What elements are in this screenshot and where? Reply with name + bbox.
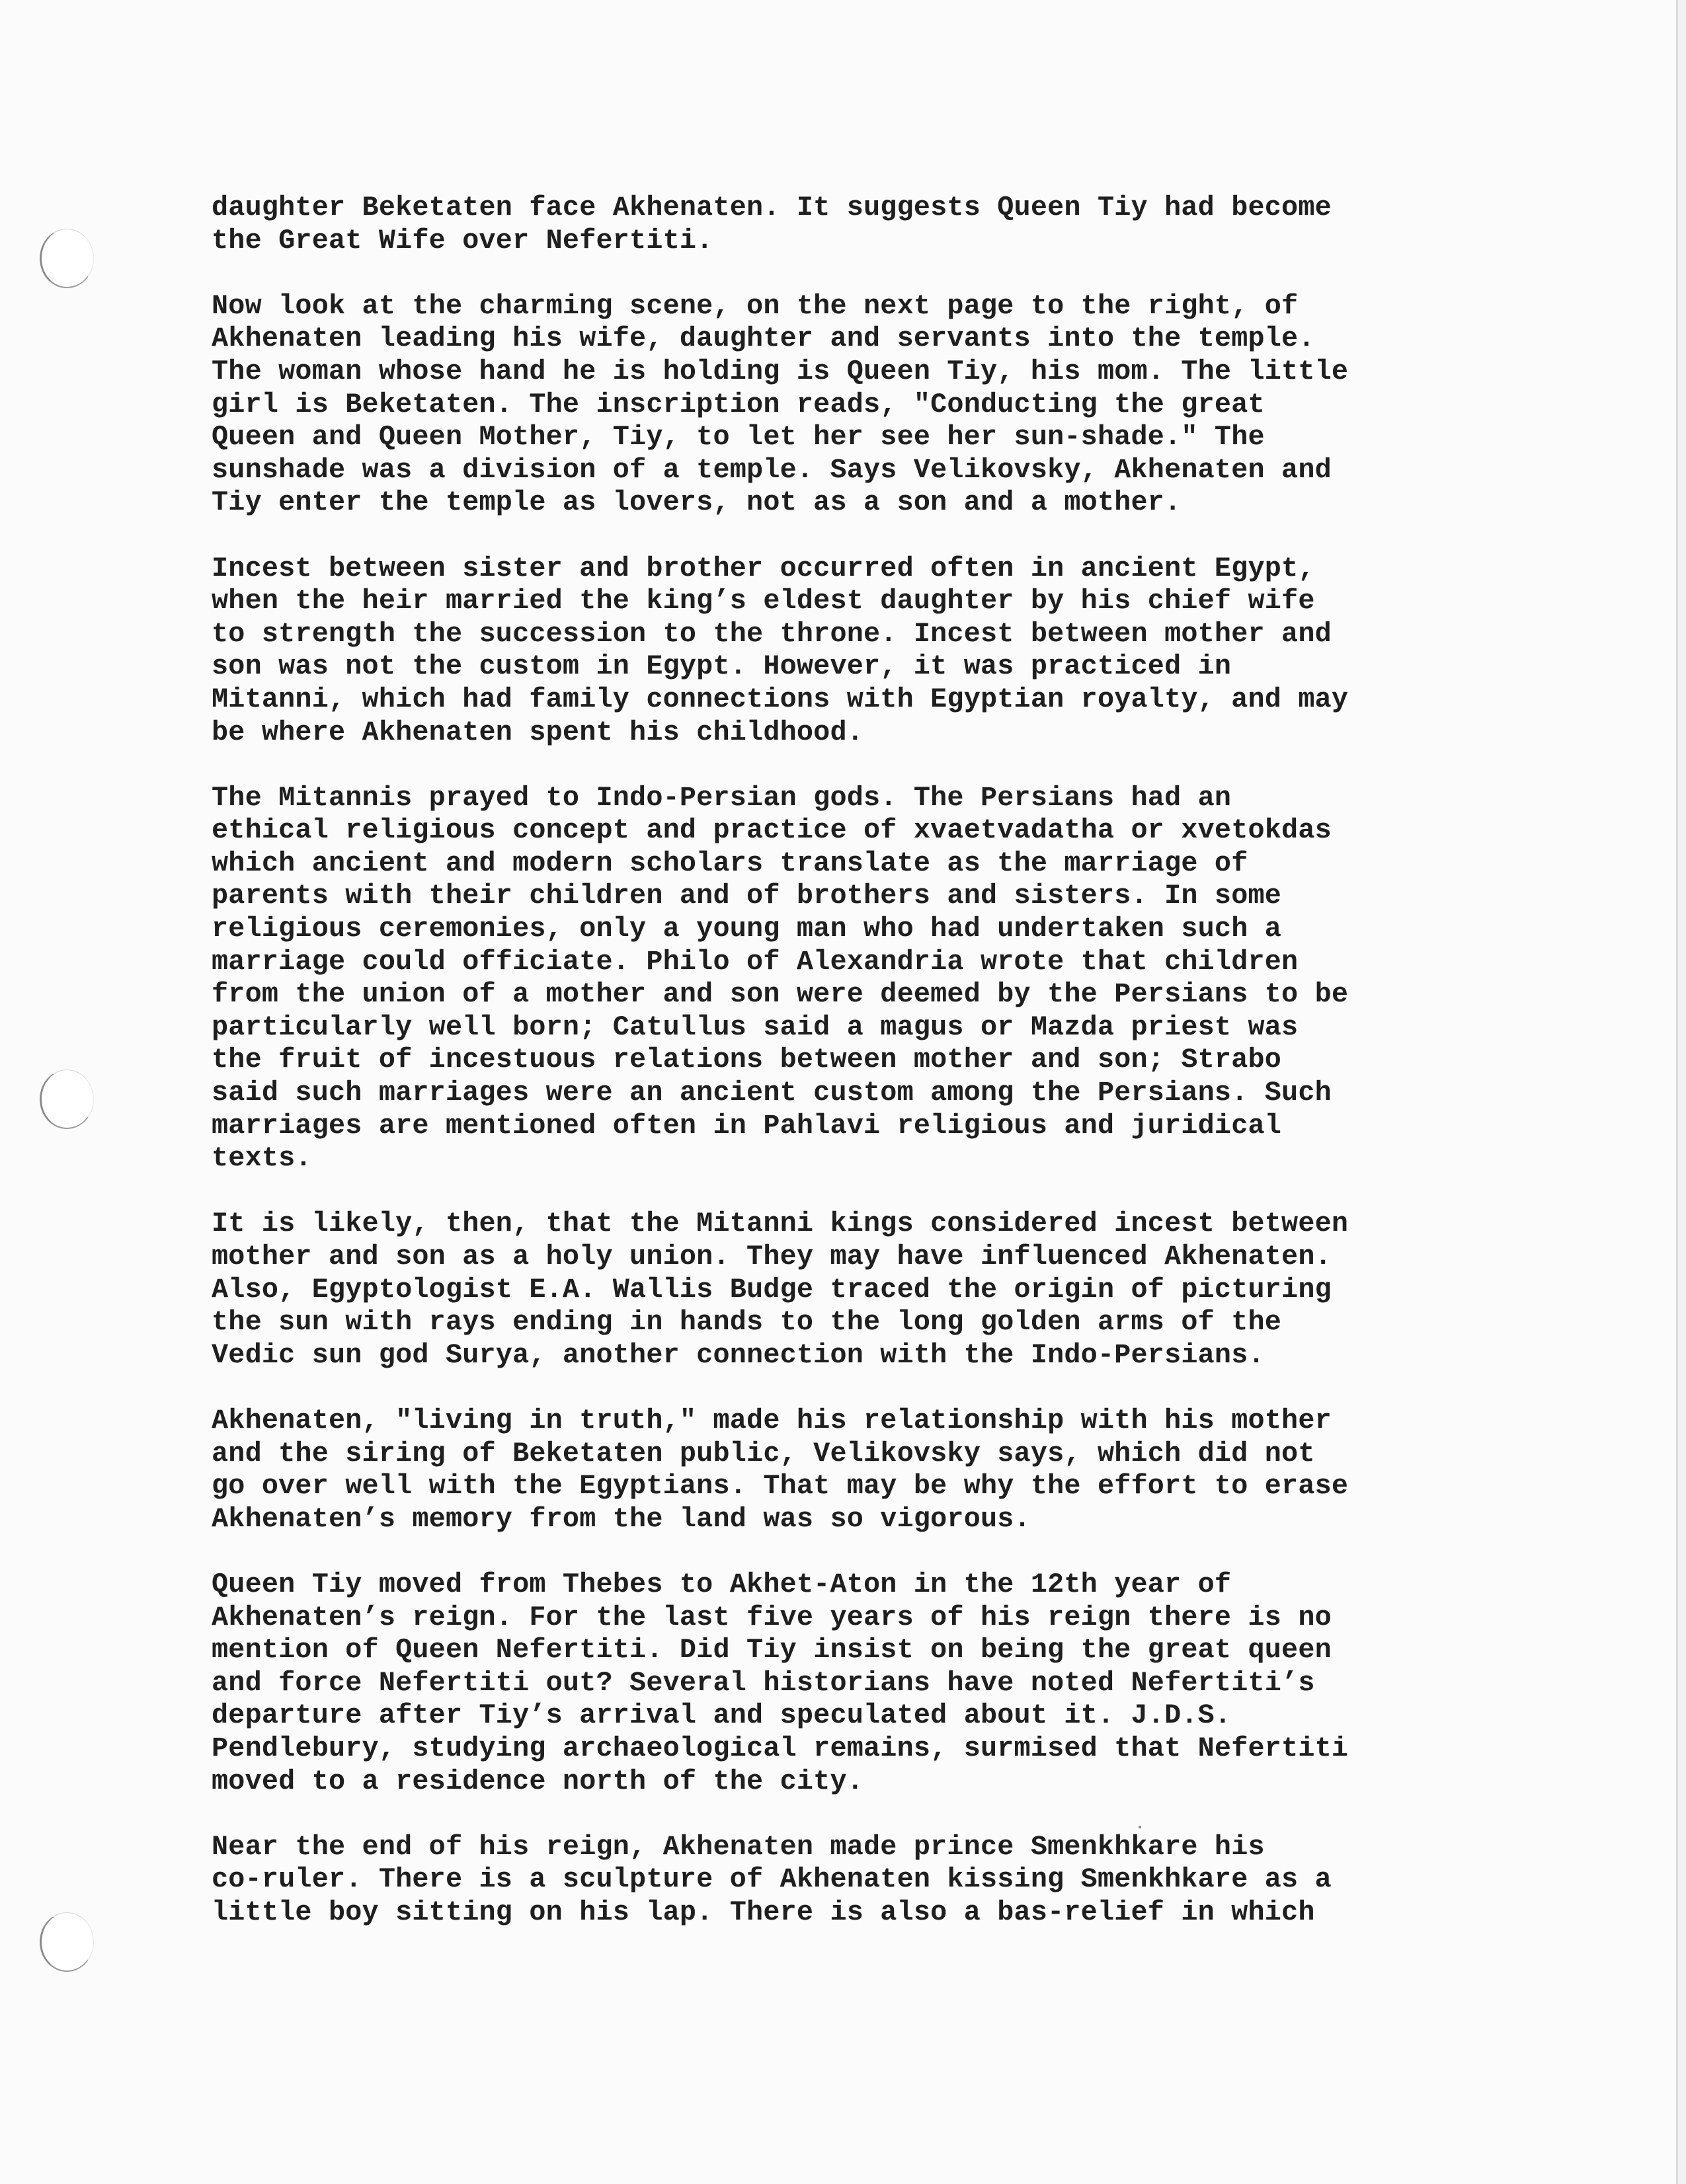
text-line: girl is Beketaten. The inscription reads, "Conducting the great	[212, 388, 1265, 420]
text-line: be where Akhenaten spent his childhood.	[212, 716, 864, 748]
text-line: Mitanni, which had family connections with Egyptian royalty, and may	[212, 683, 1349, 715]
text-line: texts.	[212, 1142, 312, 1175]
paragraph	[212, 1405, 1574, 1536]
text-line: from the union of a mother and son were deemed by the Persians to be	[212, 978, 1349, 1011]
paragraph	[212, 290, 1574, 520]
text-line: moved to a residence north of the city.	[212, 1765, 864, 1797]
paragraph	[212, 553, 1574, 750]
text-line: Queen and Queen Mother, Tiy, to let her see her sun-shade." The	[212, 421, 1265, 453]
text-line: co-ruler. There is a sculpture of Akhenaten kissing Smenkhkare as a	[212, 1863, 1332, 1896]
text-line: Also, Egyptologist E.A. Wallis Budge traced the origin of picturing	[212, 1273, 1332, 1306]
text-line: Now look at the charming scene, on the next page to the right, of	[212, 290, 1299, 322]
text-line: Akhenaten’s memory from the land was so vigorous.	[212, 1502, 1031, 1535]
text-line: marriage could officiate. Philo of Alexandria wrote that children	[212, 945, 1299, 978]
text-line: religious ceremonies, only a young man who had undertaken such a	[212, 913, 1282, 945]
text-line: The woman whose hand he is holding is Queen Tiy, his mom. The little	[212, 355, 1349, 387]
paragraph	[212, 1569, 1574, 1798]
body-text	[212, 192, 1574, 1962]
text-line: Incest between sister and brother occurred often in ancient Egypt,	[212, 552, 1315, 584]
punch-hole-middle	[40, 1070, 94, 1129]
text-line: which ancient and modern scholars translate as the marriage of	[212, 847, 1248, 879]
text-line: Akhenaten’s reign. For the last five years of his reign there is no	[212, 1601, 1332, 1633]
text-line: to strength the succession to the throne. Incest between mother and	[212, 617, 1332, 650]
paragraph	[212, 192, 1574, 257]
text-line: The Mitannis prayed to Indo-Persian gods. The Persians had an	[212, 781, 1232, 814]
text-line: go over well with the Egyptians. That may be why the effort to erase	[212, 1470, 1349, 1502]
text-line: particularly well born; Catullus said a magus or Mazda priest was	[212, 1011, 1299, 1043]
text-line: marriages are mentioned often in Pahlavi religious and juridical	[212, 1109, 1282, 1142]
text-line: and force Nefertiti out? Several historians have noted Nefertiti’s	[212, 1666, 1315, 1699]
text-line: the fruit of incestuous relations between mother and son; Strabo	[212, 1044, 1282, 1076]
text-line: Tiy enter the temple as lovers, not as a son and a mother.	[212, 487, 1182, 519]
paragraph	[212, 782, 1574, 1175]
punch-hole-bottom	[40, 1912, 94, 1972]
text-line: Akhenaten, "living in truth," made his relationship with his mother	[212, 1404, 1332, 1436]
text-line: It is likely, then, that the Mitanni kings considered incest between	[212, 1208, 1349, 1240]
text-line: when the heir married the king’s eldest daughter by his chief wife	[212, 585, 1315, 617]
text-line: parents with their children and of brothers and sisters. In some	[212, 880, 1282, 912]
text-line: sunshade was a division of a temple. Says Velikovsky, Akhenaten and	[212, 453, 1332, 486]
text-line: the sun with rays ending in hands to the long golden arms of the	[212, 1306, 1282, 1339]
text-line: son was not the custom in Egypt. However, it was practiced in	[212, 650, 1232, 683]
text-line: departure after Tiy’s arrival and speculated about it. J.D.S.	[212, 1699, 1232, 1732]
text-line: mother and son as a holy union. They may have influenced Akhenaten.	[212, 1241, 1332, 1272]
text-line: Pendlebury, studying archaeological remains, surmised that Nefertiti	[212, 1732, 1349, 1764]
text-line: Akhenaten leading his wife, daughter and servants into the temple.	[212, 323, 1315, 355]
text-line: said such marriages were an ancient custom among the Persians. Such	[212, 1077, 1332, 1109]
text-line: daughter Beketaten face Akhenaten. It suggests Queen Tiy had become	[212, 192, 1332, 223]
text-line: Near the end of his reign, Akhenaten made prince Smenkhkare his	[212, 1830, 1265, 1863]
paragraph	[212, 1208, 1574, 1372]
text-line: Vedic sun god Surya, another connection with the Indo-Persians.	[212, 1339, 1265, 1371]
text-line: mention of Queen Nefertiti. Did Tiy insist on being the great queen	[212, 1634, 1332, 1666]
text-line: little boy sitting on his lap. There is also a bas-relief in which	[212, 1896, 1315, 1928]
punch-hole-top	[40, 229, 94, 288]
text-line: Queen Tiy moved from Thebes to Akhet-Aton in the 12th year of	[212, 1568, 1232, 1600]
text-line: the Great Wife over Nefertiti.	[212, 224, 713, 256]
paragraph	[212, 1831, 1574, 1930]
text-line: ethical religious concept and practice of xvaetvadatha or xvetokdas	[212, 814, 1332, 847]
text-line: and the siring of Beketaten public, Velikovsky says, which did not	[212, 1437, 1315, 1469]
